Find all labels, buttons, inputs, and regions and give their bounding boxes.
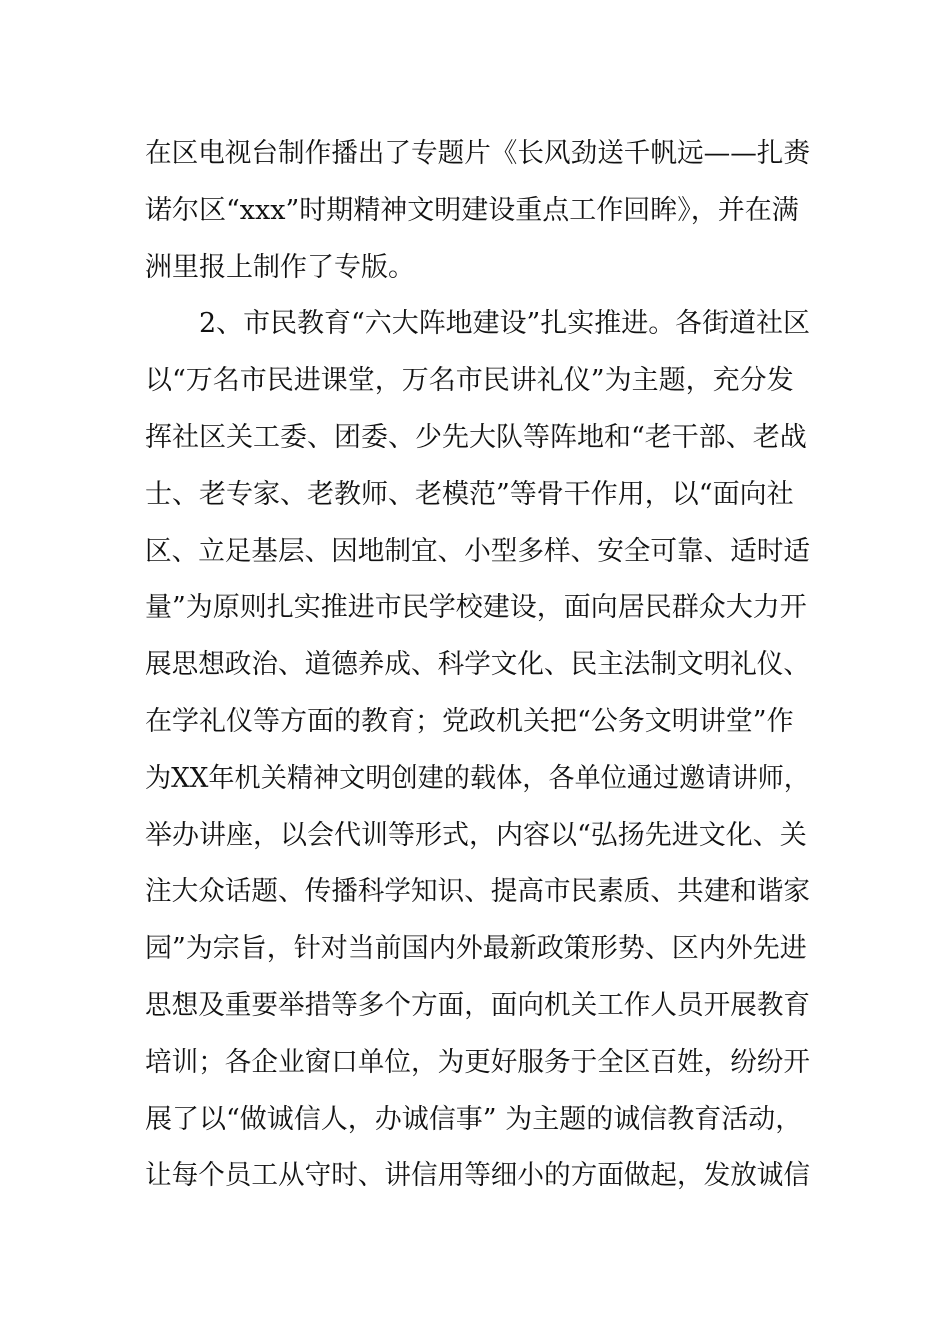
body-text bbox=[145, 126, 810, 1262]
text-line-content: 在学礼仪等方面的教育；党政机关把“公务文明讲堂”作 bbox=[145, 705, 794, 737]
paragraph-2 bbox=[145, 296, 810, 1262]
text-line bbox=[145, 353, 810, 410]
text-line-content: 区、立足基层、因地制宜、小型多样、安全可靠、适时适 bbox=[145, 535, 811, 567]
text-line bbox=[145, 1205, 810, 1262]
text-line bbox=[145, 126, 810, 183]
text-line-content: 让每个员工从守时、讲信用等细小的方面做起，发放诚信 bbox=[145, 1160, 811, 1192]
text-line bbox=[145, 637, 810, 694]
text-line bbox=[145, 410, 810, 467]
text-line bbox=[145, 183, 810, 240]
text-line bbox=[145, 240, 810, 297]
text-line-content: 展思想政治、道德养成、科学文化、民主法制文明礼仪、 bbox=[145, 649, 811, 681]
text-line bbox=[145, 1035, 810, 1092]
text-line-content: 展了以“做诚信人，办诚信事” 为主题的诚信教育活动， bbox=[145, 1103, 803, 1135]
text-line-content: 思想及重要举措等多个方面，面向机关工作人员开展教育 bbox=[145, 989, 811, 1021]
text-line-content: 举办讲座，以会代训等形式，内容以“弘扬先进文化、关 bbox=[145, 819, 807, 851]
text-line bbox=[145, 1148, 810, 1205]
text-line-content: 洲里报上制作了专版。 bbox=[145, 251, 415, 283]
text-line bbox=[145, 978, 810, 1035]
text-line bbox=[145, 580, 810, 637]
text-line-content: 2、市民教育“六大阵地建设”扎实推进。各街道社区 bbox=[199, 308, 811, 340]
text-line bbox=[145, 808, 810, 865]
text-line bbox=[145, 467, 810, 524]
text-line-content: 以“万名市民进课堂，万名市民讲礼仪”为主题，充分发 bbox=[145, 365, 794, 397]
text-line-content: 士、老专家、老教师、老模范”等骨干作用，以“面向社 bbox=[145, 478, 794, 510]
text-line-content: 诺尔区“xxx”时期精神文明建设重点工作回眸》，并在满 bbox=[145, 194, 799, 226]
text-line-content: 量”为原则扎实推进市民学校建设，面向居民群众大力开 bbox=[145, 592, 807, 624]
text-line-content: 注大众话题、传播科学知识、提高市民素质、共建和谐家 bbox=[145, 876, 811, 908]
text-line bbox=[145, 296, 810, 353]
text-line bbox=[145, 921, 810, 978]
text-line-content: 在区电视台制作播出了专题片《长风劲送千帆远——扎赉 bbox=[145, 138, 811, 169]
text-line-content: 挥社区关工委、团委、少先大队等阵地和“老干部、老战 bbox=[145, 421, 807, 453]
text-line bbox=[145, 694, 810, 751]
text-line-content: 为XX年机关精神文明创建的载体，各单位通过邀请讲师， bbox=[145, 762, 810, 794]
text-line bbox=[145, 1092, 810, 1149]
text-line bbox=[145, 524, 810, 581]
text-line-content: 园”为宗旨，针对当前国内外最新政策形势、区内外先进 bbox=[145, 933, 807, 965]
paragraph-1 bbox=[145, 126, 810, 296]
text-line bbox=[145, 864, 810, 921]
text-line bbox=[145, 751, 810, 808]
text-line-content: 培训；各企业窗口单位，为更好服务于全区百姓，纷纷开 bbox=[145, 1046, 811, 1078]
